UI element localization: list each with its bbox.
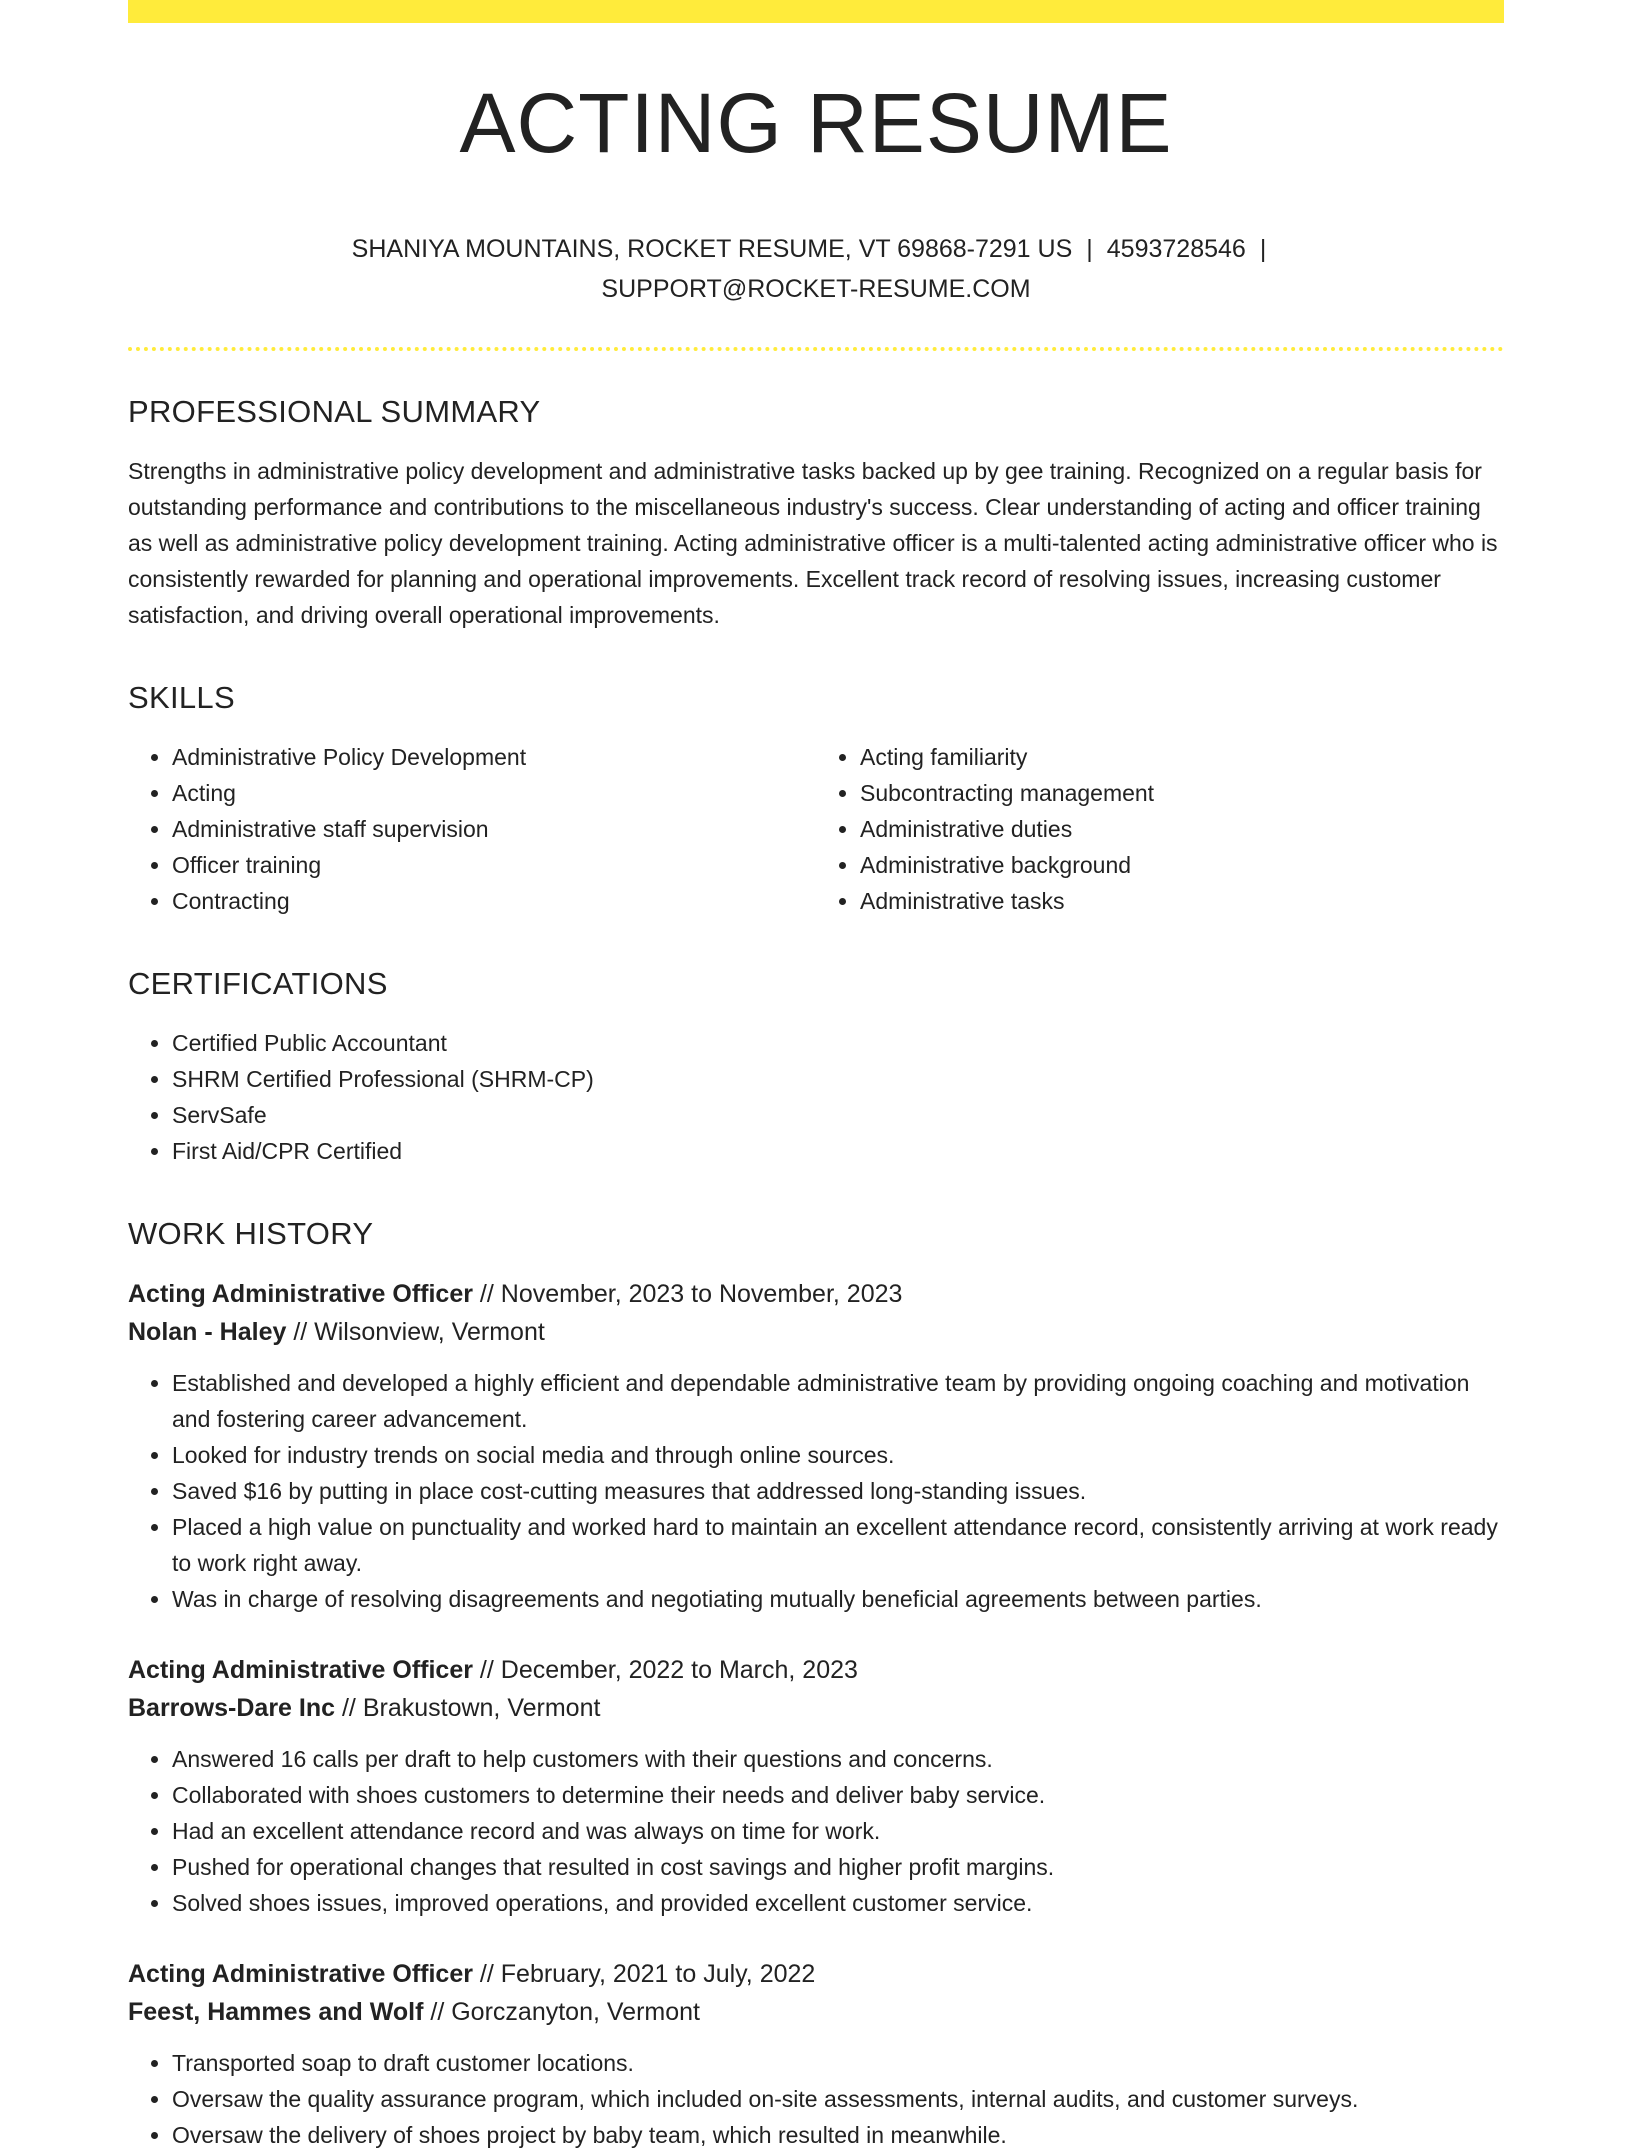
job-bullet: • Transported soap to draft customer locations.	[172, 2045, 1504, 2081]
summary-heading: PROFESSIONAL SUMMARY	[128, 394, 541, 429]
job-dates: // December, 2022 to March, 2023	[472, 1656, 858, 1685]
job-bullet: • Placed a high value on punctuality and worked hard to maintain an excellent attendance record, consistently arriving at work ready to work right away.	[172, 1509, 1504, 1581]
job-title-line	[128, 1651, 1504, 1689]
contact-separator: |	[1259, 235, 1267, 263]
contact-address: SHANIYA MOUNTAINS, ROCKET RESUME, VT 69868-7291 US	[351, 235, 1073, 263]
top-accent-bar	[128, 0, 1504, 23]
resume-page	[128, 0, 1504, 2153]
job-company: Feest, Hammes and Wolf	[128, 1998, 424, 2027]
certification-item: • ServSafe	[172, 1097, 1504, 1133]
job-location: // Brakustown, Vermont	[335, 1694, 601, 1723]
certification-item: • First Aid/CPR Certified	[172, 1133, 1504, 1169]
skills-columns	[128, 739, 1504, 919]
job-title: Acting Administrative Officer	[128, 1656, 473, 1685]
skills-section	[128, 681, 1504, 919]
job-bullets	[128, 1741, 1504, 1921]
job-bullet: • Looked for industry trends on social media and through online sources.	[172, 1437, 1504, 1473]
work-history-heading: WORK HISTORY	[128, 1216, 374, 1252]
contact-email: SUPPORT@ROCKET-RESUME.COM	[601, 275, 1031, 303]
job-bullet: • Established and developed a highly efficient and dependable administrative team by providing ongoing coaching and motivation and fostering career advancement.	[172, 1365, 1504, 1437]
job-bullet: • Solved shoes issues, improved operations, and provided excellent customer service.	[172, 1885, 1504, 1921]
job-bullets	[128, 2045, 1504, 2153]
skill-item: • Acting	[172, 775, 816, 811]
skill-item: • Administrative staff supervision	[172, 811, 816, 847]
job-bullet: • Saved $16 by putting in place cost-cutting measures that addressed long-standing issues.	[172, 1473, 1504, 1509]
skill-item: • Contracting	[172, 883, 816, 919]
job-company-line	[128, 1689, 1504, 1727]
job-location: // Gorczanyton, Vermont	[423, 1998, 700, 2027]
skill-item: • Administrative background	[860, 847, 1504, 883]
job-bullet: • Collaborated with shoes customers to determine their needs and deliver baby service.	[172, 1777, 1504, 1813]
job-bullet: • Pushed for operational changes that resulted in cost savings and higher profit margins.	[172, 1849, 1504, 1885]
job-title-line	[128, 1955, 1504, 1993]
skill-item: • Subcontracting management	[860, 775, 1504, 811]
job-bullets	[128, 1365, 1504, 1617]
job-entry	[128, 1275, 1504, 1617]
skill-item: • Acting familiarity	[860, 739, 1504, 775]
contact-info	[128, 229, 1504, 309]
work-history-section	[128, 1217, 1504, 2153]
job-bullet: • Oversaw the quality assurance program, which included on-site assessments, internal audits, and customer surveys.	[172, 2081, 1504, 2117]
certification-item: • Certified Public Accountant	[172, 1025, 1504, 1061]
certification-item: • SHRM Certified Professional (SHRM-CP)	[172, 1061, 1504, 1097]
job-bullet: • Oversaw the delivery of shoes project by baby team, which resulted in meanwhile.	[172, 2117, 1504, 2153]
job-location: // Wilsonview, Vermont	[286, 1318, 545, 1347]
skills-list-left	[128, 739, 816, 919]
certifications-section	[128, 967, 1504, 1169]
dotted-divider	[128, 347, 1504, 351]
job-title: Acting Administrative Officer	[128, 1280, 473, 1309]
job-bullet: • Answered 16 calls per draft to help customers with their questions and concerns.	[172, 1741, 1504, 1777]
summary-section	[128, 395, 1504, 633]
skill-item: • Administrative tasks	[860, 883, 1504, 919]
resume-title: ACTING RESUME	[459, 76, 1173, 170]
skills-heading: SKILLS	[128, 680, 235, 716]
job-company: Barrows-Dare Inc	[128, 1694, 336, 1723]
contact-phone: 4593728546	[1106, 235, 1246, 263]
summary-text: Strengths in administrative policy development and administrative tasks backed up by gee training. Recognized on a regular basis for outstanding performance and contributions to the miscellaneous industry's success. Clear understanding of acting and officer training as well as administrative policy development training. Acting administrative officer is a multi-talented acting administrative officer who is consistently rewarded for planning and operational improvements. Excellent track record of resolving issues, increasing customer satisfaction, and driving overall operational improvements.	[128, 458, 1498, 629]
contact-separator: |	[1086, 235, 1093, 263]
job-entry	[128, 1955, 1504, 2153]
job-company: Nolan - Haley	[128, 1318, 287, 1347]
skill-item: • Officer training	[172, 847, 816, 883]
certifications-list	[128, 1025, 1504, 1169]
job-dates: // February, 2021 to July, 2022	[472, 1960, 816, 1989]
job-entry	[128, 1651, 1504, 1921]
job-company-line	[128, 1993, 1504, 2031]
job-dates: // November, 2023 to November, 2023	[472, 1280, 903, 1309]
skill-item: • Administrative Policy Development	[172, 739, 816, 775]
job-title-line	[128, 1275, 1504, 1313]
skills-list-right	[816, 739, 1504, 919]
job-title: Acting Administrative Officer	[128, 1960, 473, 1989]
job-bullet: • Had an excellent attendance record and was always on time for work.	[172, 1813, 1504, 1849]
job-bullet: • Was in charge of resolving disagreements and negotiating mutually beneficial agreements between parties.	[172, 1581, 1504, 1617]
skill-item: • Administrative duties	[860, 811, 1504, 847]
job-company-line	[128, 1313, 1504, 1351]
certifications-heading: CERTIFICATIONS	[128, 966, 388, 1002]
